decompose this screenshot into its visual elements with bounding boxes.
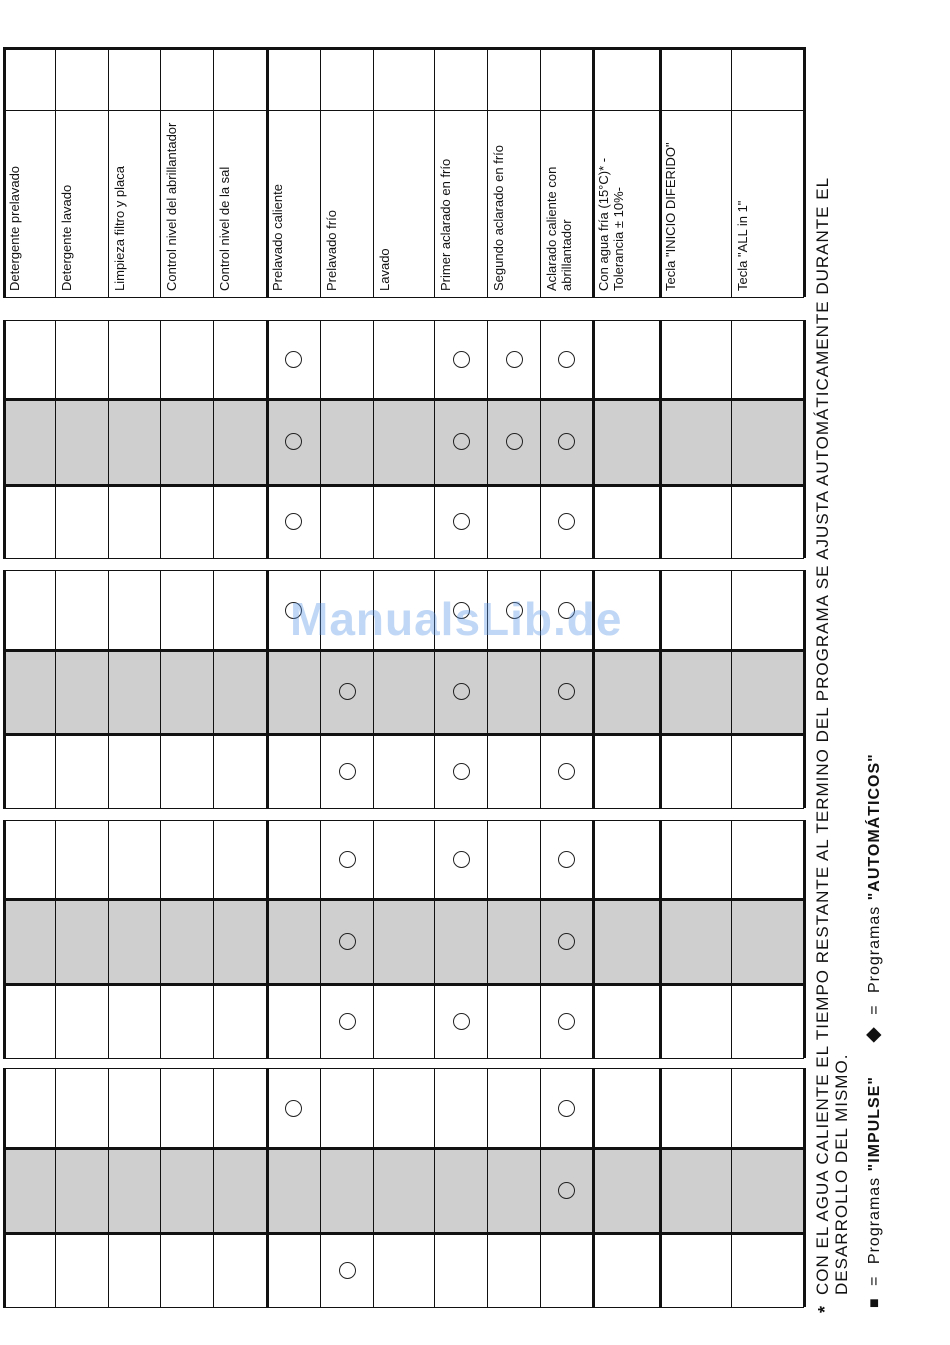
block-column-line (213, 820, 214, 1058)
block-column-line (373, 820, 374, 1058)
header-label: Control nivel del abrillantador (164, 122, 179, 291)
header-column-line (434, 47, 435, 297)
header-label: Aclarado caliente con abrillantador (544, 166, 574, 291)
block-top-line (3, 320, 804, 321)
block-column-line (434, 820, 435, 1058)
block-column-line (592, 1068, 595, 1307)
block-column-line (731, 820, 732, 1058)
block-column-line (803, 1068, 806, 1307)
header-column-line (803, 47, 806, 297)
header-column-line (160, 47, 161, 297)
header-label: Segundo aclarado en frío (491, 145, 506, 291)
legend-impulse-name: "IMPULSE" (866, 1076, 883, 1172)
block-column-line (434, 320, 435, 558)
block-column-line (108, 820, 109, 1058)
block-column-line (731, 320, 732, 558)
block-column-line (3, 820, 6, 1058)
block-column-line (592, 820, 595, 1058)
option-circle-icon (453, 683, 470, 700)
block-column-line (108, 320, 109, 558)
option-circle-icon (558, 1013, 575, 1030)
option-circle-icon (506, 351, 523, 368)
band-line (3, 733, 804, 736)
square-symbol-icon: ■ (866, 1297, 883, 1308)
block-column-line (487, 820, 488, 1058)
footnote-asterisk: * (815, 1304, 835, 1313)
header-column-line (592, 47, 595, 297)
band-line (3, 398, 804, 401)
block-column-line (160, 1068, 161, 1307)
legend-impulse-eq: = (866, 1275, 883, 1286)
option-circle-icon (558, 683, 575, 700)
legend-auto-name: "AUTOMÁTICOS" (866, 753, 883, 901)
band-line (3, 983, 804, 986)
shaded-band (3, 649, 803, 733)
block-column-line (55, 320, 56, 558)
block-bottom-line (3, 808, 804, 809)
option-circle-icon (506, 433, 523, 450)
block-column-line (108, 1068, 109, 1307)
header-column-line (659, 47, 662, 297)
block-column-line (55, 820, 56, 1058)
block-column-line (731, 570, 732, 808)
band-line (3, 1232, 804, 1235)
block-column-line (540, 1068, 541, 1307)
legend-impulse-prefix: Programas (866, 1171, 883, 1265)
block-column-line (487, 1068, 488, 1307)
option-circle-icon (285, 1100, 302, 1117)
header-bottom-line (3, 297, 804, 298)
option-circle-icon (339, 683, 356, 700)
option-circle-icon (453, 851, 470, 868)
block-column-line (160, 820, 161, 1058)
footnote-line-2: DESARROLLO DEL MISMO. (832, 1053, 851, 1295)
band-line (3, 898, 804, 901)
option-circle-icon (339, 851, 356, 868)
block-column-line (320, 320, 321, 558)
header-label: Tecla "ALL in 1" (735, 200, 750, 291)
option-circle-icon (558, 351, 575, 368)
block-column-line (266, 820, 269, 1058)
header-label: Control nivel de la sal (217, 166, 232, 291)
block-column-line (266, 1068, 269, 1307)
block-column-line (213, 320, 214, 558)
watermark: ManualsLib.de (290, 593, 623, 645)
header-column-line (3, 47, 6, 297)
band-line (3, 1147, 804, 1150)
shaded-band (3, 898, 803, 983)
block-column-line (108, 570, 109, 808)
shaded-band (3, 1147, 803, 1232)
block-column-line (659, 1068, 662, 1307)
block-column-line (213, 570, 214, 808)
block-column-line (592, 320, 595, 558)
header-column-line (213, 47, 214, 297)
block-column-line (55, 1068, 56, 1307)
option-circle-icon (558, 851, 575, 868)
footnote-line-1: CON EL AGUA CALIENTE EL TIEMPO RESTANTE AL TERMINO DEL PROGRAMA SE AJUSTA AUTOMÁTICAMENTE DURANTE EL (813, 176, 832, 1295)
header-label: Prelavado caliente (270, 184, 285, 291)
header-column-line (320, 47, 321, 297)
block-column-line (731, 1068, 732, 1307)
block-top-line (3, 570, 804, 571)
option-circle-icon (339, 1013, 356, 1030)
option-circle-icon (558, 763, 575, 780)
option-circle-icon (558, 1100, 575, 1117)
option-circle-icon (558, 1182, 575, 1199)
header-label: Detergente lavado (59, 184, 74, 291)
block-column-line (803, 320, 806, 558)
block-column-line (373, 1068, 374, 1307)
option-circle-icon (558, 433, 575, 450)
block-column-line (55, 570, 56, 808)
block-top-line (3, 1068, 804, 1069)
option-circle-icon (285, 351, 302, 368)
header-label: Tecla "INICIO DIFERIDO" (663, 142, 678, 291)
option-circle-icon (453, 1013, 470, 1030)
block-column-line (487, 320, 488, 558)
band-line (3, 649, 804, 652)
legend-impulse (862, 753, 884, 1308)
option-circle-icon (453, 763, 470, 780)
header-label: Con agua fría (15°C)* -Tolerancia ± 10%- (596, 157, 626, 291)
block-column-line (3, 1068, 6, 1307)
block-column-line (3, 570, 6, 808)
header-column-line (487, 47, 488, 297)
header-top-line (3, 47, 804, 50)
legend-auto-eq: = (866, 1004, 883, 1015)
block-column-line (540, 320, 541, 558)
block-column-line (803, 570, 806, 808)
option-circle-icon (453, 513, 470, 530)
header-sub-line (3, 110, 804, 111)
block-column-line (659, 320, 662, 558)
header-column-line (266, 47, 269, 297)
option-circle-icon (339, 933, 356, 950)
header-label: Limpieza filtro y placa (112, 166, 127, 291)
block-bottom-line (3, 1307, 804, 1308)
option-circle-icon (453, 351, 470, 368)
block-column-line (373, 320, 374, 558)
block-column-line (160, 320, 161, 558)
block-column-line (803, 820, 806, 1058)
header-column-line (55, 47, 56, 297)
block-column-line (540, 820, 541, 1058)
header-label: Primer aclarado en frío (438, 158, 453, 291)
option-circle-icon (285, 433, 302, 450)
block-column-line (3, 320, 6, 558)
block-column-line (659, 820, 662, 1058)
header-column-line (373, 47, 374, 297)
header-column-line (731, 47, 732, 297)
block-top-line (3, 820, 804, 821)
option-circle-icon (558, 933, 575, 950)
block-column-line (659, 570, 662, 808)
block-column-line (213, 1068, 214, 1307)
band-line (3, 484, 804, 487)
block-column-line (266, 320, 269, 558)
option-circle-icon (558, 513, 575, 530)
diamond-symbol-icon: ◆ (862, 1026, 884, 1043)
block-column-line (160, 570, 161, 808)
option-circle-icon (453, 433, 470, 450)
block-column-line (320, 1068, 321, 1307)
header-column-line (540, 47, 541, 297)
block-column-line (266, 570, 269, 808)
block-column-line (434, 1068, 435, 1307)
option-circle-icon (285, 513, 302, 530)
block-bottom-line (3, 558, 804, 559)
block-bottom-line (3, 1058, 804, 1059)
block-column-line (320, 820, 321, 1058)
header-label: Prelavado frío (324, 210, 339, 291)
legend-auto-prefix: Programas (866, 900, 883, 993)
header-column-line (108, 47, 109, 297)
header-label: Lavado (377, 248, 392, 291)
option-circle-icon (339, 1262, 356, 1279)
option-circle-icon (339, 763, 356, 780)
shaded-band (3, 398, 803, 484)
header-label: Detergente prelavado (7, 165, 22, 291)
